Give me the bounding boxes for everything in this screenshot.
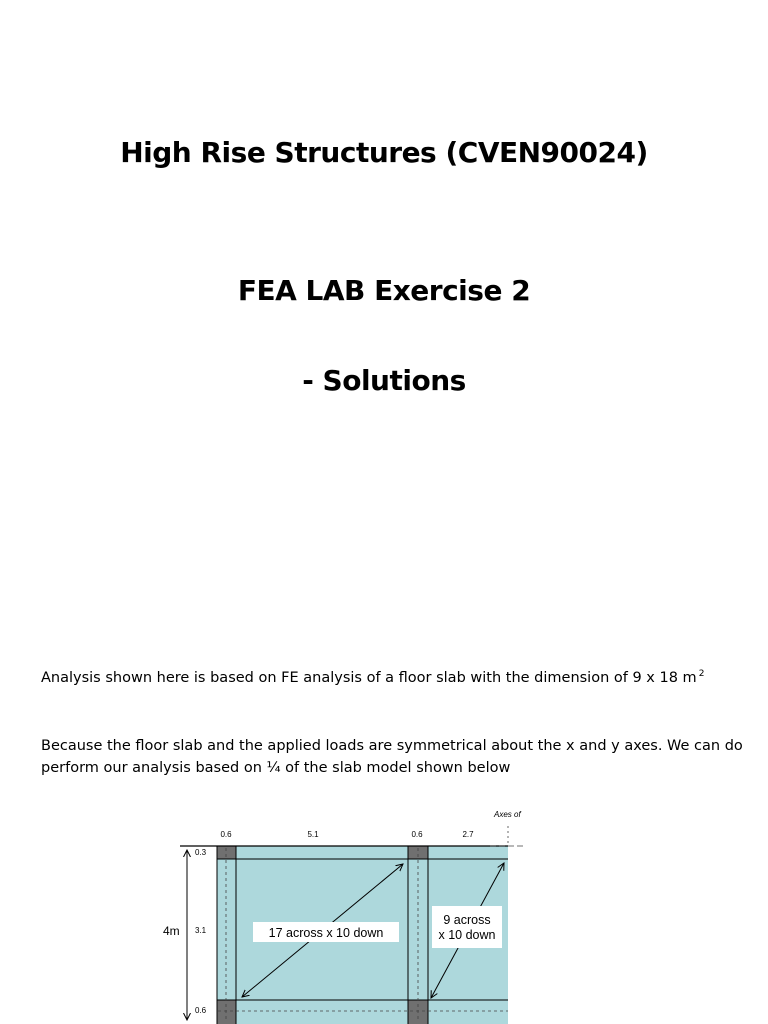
column-top-mid — [408, 846, 428, 859]
slab-diagram-svg — [150, 800, 550, 1024]
label-box-right-line1: 9 across — [443, 913, 491, 927]
slab-quarter-diagram — [150, 800, 550, 1024]
column-top-left — [217, 846, 236, 859]
label-box-right-line2: x 10 down — [438, 928, 496, 942]
title-exercise: FEA LAB Exercise 2 — [237, 274, 531, 307]
dim-top-1: 5.1 — [307, 830, 319, 839]
title-course: High Rise Structures (CVEN90024) — [120, 136, 648, 169]
paragraph-slab-dimension-text: Analysis shown here is based on FE analysis of a floor slab with the dimension of 9 x 18 m — [41, 670, 697, 686]
label-box-left-text: 17 across x 10 down — [268, 926, 384, 940]
title-solutions: - Solutions — [302, 364, 466, 397]
dim-top-3: 2.7 — [462, 830, 474, 839]
dim-left-2: 0.6 — [195, 1006, 207, 1015]
superscript-squared: 2 — [698, 669, 705, 679]
dim-top-0: 0.6 — [220, 830, 232, 839]
dim-left-1: 3.1 — [195, 926, 207, 935]
paragraph-slab-dimension — [41, 663, 756, 689]
paragraph-symmetry: Because the floor slab and the applied loads are symmetrical about the x and y axes. We can do perform our analysis based on ¼ of the slab model shown below — [41, 738, 743, 776]
dim-left-0: 0.3 — [195, 848, 207, 857]
column-bottom-left — [217, 1000, 236, 1024]
height-label: 4m — [163, 924, 180, 938]
axes-label: Axes of — [494, 810, 521, 819]
dim-top-2: 0.6 — [411, 830, 423, 839]
